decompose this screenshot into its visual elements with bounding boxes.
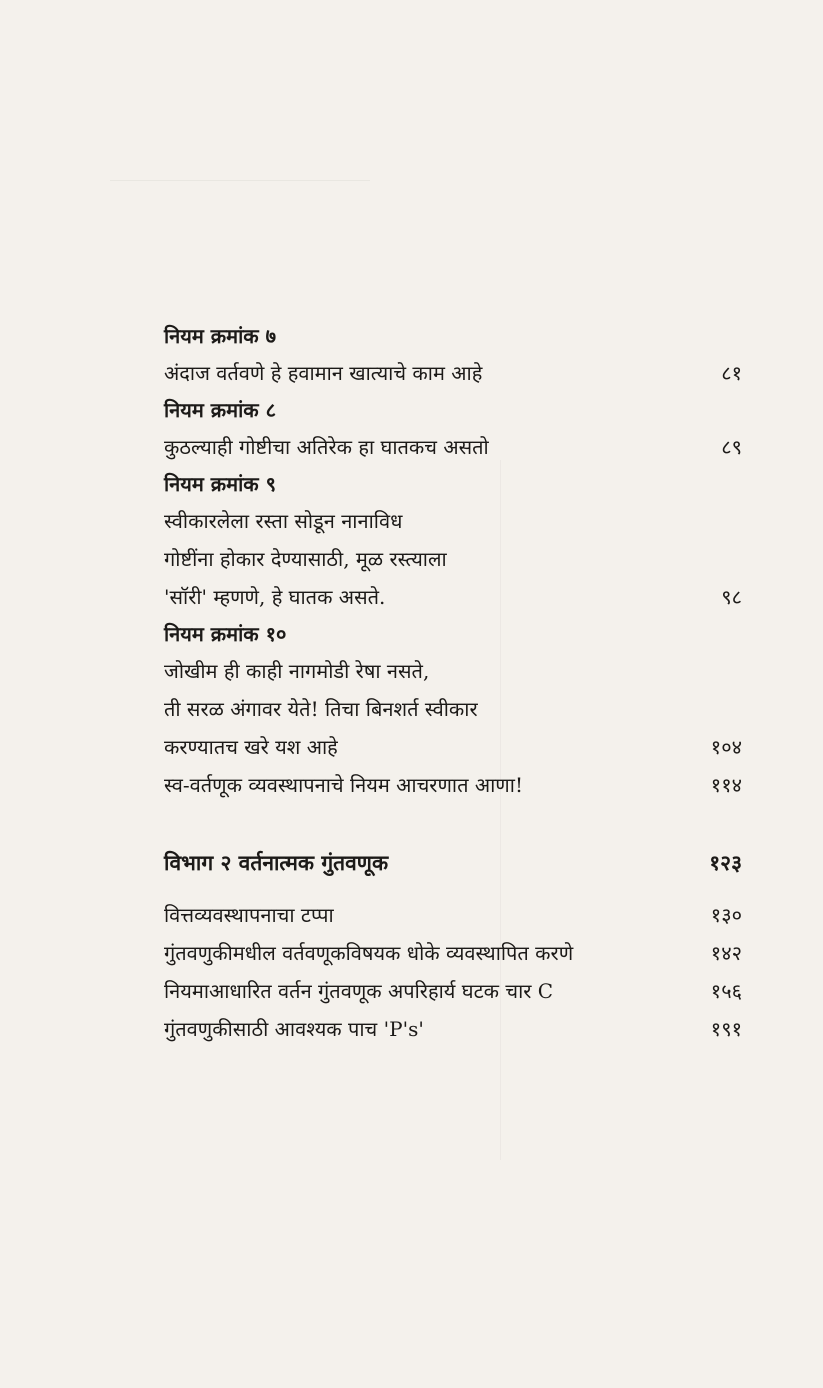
section-heading-row[interactable]	[164, 844, 742, 882]
entry-title-line: 'सॉरी' म्हणणे, हे घातक असते.	[164, 585, 386, 609]
rule-heading: नियम क्रमांक ७	[164, 324, 277, 348]
page-number: १३०	[710, 903, 742, 927]
entry-title: गुंतवणुकीमधील वर्तवणूकविषयक धोके व्यवस्थापित करणे	[164, 941, 574, 965]
toc-row[interactable]	[164, 652, 742, 766]
entry-title	[164, 652, 742, 766]
rule-heading: नियम क्रमांक ८	[164, 398, 277, 422]
page-number: ९८	[721, 585, 742, 609]
rule-heading: नियम क्रमांक १०	[164, 622, 287, 646]
rule-entry	[164, 616, 742, 766]
toc-row[interactable]	[164, 972, 742, 1010]
toc-row[interactable]	[164, 354, 742, 392]
page-number: १४२	[710, 941, 742, 965]
toc-row[interactable]	[164, 502, 742, 616]
page-number: १०४	[710, 735, 742, 759]
entry-title: कुठल्याही गोष्टीचा अतिरेक हा घातकच असतो	[164, 435, 489, 459]
toc-row[interactable]	[164, 428, 742, 466]
table-of-contents	[164, 318, 742, 1048]
entry-title: नियमाआधारित वर्तन गुंतवणूक अपरिहार्य घटक चार C	[164, 979, 554, 1003]
rule-entry	[164, 392, 742, 466]
rule-heading: नियम क्रमांक ९	[164, 472, 277, 496]
page-number: १९१	[710, 1017, 742, 1041]
entry-title-line: स्वीकारलेला रस्ता सोडून नानाविध	[164, 509, 403, 533]
entry-title-line: गोष्टींना होकार देण्यासाठी, मूळ रस्त्याला	[164, 547, 447, 571]
toc-row[interactable]	[164, 934, 742, 972]
entry-title	[164, 502, 742, 616]
show-through-texture	[110, 180, 370, 301]
section-title: विभाग २ वर्तनात्मक गुंतवणूक	[164, 850, 389, 875]
entry-title: वित्तव्यवस्थापनाचा टप्पा	[164, 903, 334, 927]
entry-title: अंदाज वर्तवणे हे हवामान खात्याचे काम आहे	[164, 361, 483, 385]
page-number: १५६	[710, 979, 742, 1003]
toc-row[interactable]	[164, 896, 742, 934]
page-number: ८१	[721, 361, 742, 385]
toc-row[interactable]	[164, 766, 742, 804]
page-number: ११४	[710, 773, 742, 797]
entry-title-line: जोखीम ही काही नागमोडी रेषा नसते,	[164, 659, 430, 683]
entry-title-line: ती सरळ अंगावर येते! तिचा बिनशर्त स्वीकार	[164, 697, 478, 721]
entry-title-line: करण्यातच खरे यश आहे	[164, 735, 338, 759]
page-number: १२३	[709, 850, 742, 875]
spacer	[164, 804, 742, 844]
rule-entry	[164, 318, 742, 392]
toc-row[interactable]	[164, 1010, 742, 1048]
page-number: ८९	[721, 435, 742, 459]
entry-title: गुंतवणुकीसाठी आवश्यक पाच 'P's'	[164, 1017, 424, 1041]
entry-title: स्व-वर्तणूक व्यवस्थापनाचे नियम आचरणात आणा!	[164, 773, 523, 797]
rule-entry	[164, 466, 742, 616]
spacer	[164, 882, 742, 896]
